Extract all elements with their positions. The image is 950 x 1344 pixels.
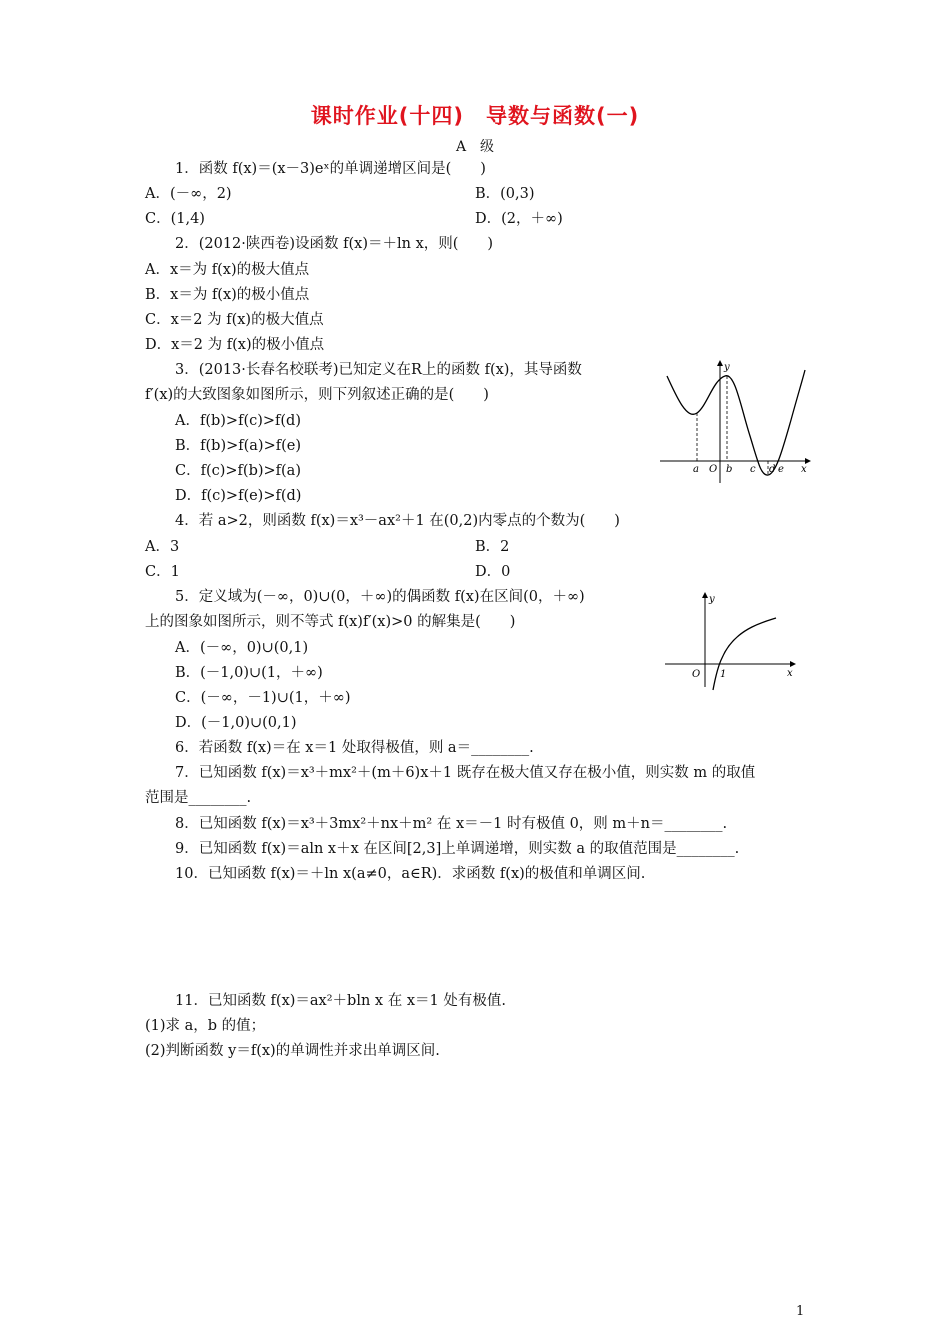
q10-stem: 10．已知函数 f(x)＝＋ln x(a≠0，a∈R)．求函数 f(x)的极值和单调区间. <box>175 866 646 882</box>
q3-stem-line1: 3．(2013·长春名校联考)已知定义在R上的函数 f(x)，其导函数 <box>175 362 582 378</box>
q3-option-c: C．f(c)>f(b)>f(a) <box>175 463 301 479</box>
q5-stem-line2: 上的图象如图所示，则不等式 f(x)f′(x)>0 的解集是( ) <box>145 614 516 630</box>
q5-y-arrow <box>702 592 708 598</box>
q5-label-y: y <box>709 594 715 605</box>
q11-part1: (1)求 a，b 的值； <box>145 1018 266 1034</box>
q7-stem-line2: 范围是________. <box>145 790 252 806</box>
q3-label-d: d <box>769 464 776 475</box>
q5-x-arrow <box>790 661 796 667</box>
q2-stem: 2．(2012·陕西卷)设函数 f(x)＝＋ln x，则( ) <box>175 236 494 252</box>
q3-option-d: D．f(c)>f(e)>f(d) <box>175 488 302 504</box>
q5-label-o: O <box>692 669 701 680</box>
q3-stem-line2: f′(x)的大致图象如图所示，则下列叙述正确的是( ) <box>145 387 489 403</box>
q3-label-a: a <box>693 464 699 475</box>
q8-stem: 8．已知函数 f(x)＝x³＋3mx²＋nx＋m² 在 x＝－1 时有极值 0，则 m＋n＝________. <box>175 816 728 832</box>
q5-option-a: A．(－∞，0)∪(0,1) <box>175 640 309 656</box>
q3-label-x: x <box>801 464 807 475</box>
q1-option-d: D．(2，＋∞) <box>475 211 563 227</box>
q4-option-b: B．2 <box>475 539 510 555</box>
q2-option-b: B．x＝为 f(x)的极小值点 <box>145 287 310 303</box>
q3-y-arrow <box>717 360 723 366</box>
q3-curve <box>667 370 805 475</box>
q5-label-one: 1 <box>720 669 727 680</box>
q3-option-a: A．f(b)>f(c)>f(d) <box>175 413 301 429</box>
q3-label-o: O <box>709 464 718 475</box>
q9-stem: 9．已知函数 f(x)＝aln x＋x 在区间[2,3]上单调递增，则实数 a 的取值范围是________. <box>175 841 740 857</box>
q3-label-b: b <box>726 464 733 475</box>
q1-option-c: C．(1,4) <box>145 211 205 227</box>
page-title: 课时作业(十四) 导数与函数(一) <box>310 104 640 128</box>
q3-label-c: c <box>750 464 756 475</box>
q5-option-c: C．(－∞，－1)∪(1，＋∞) <box>175 690 351 706</box>
q7-stem-line1: 7．已知函数 f(x)＝x³＋mx²＋(m＋6)x＋1 既存在极大值又存在极小值，则实数 m 的取值 <box>175 765 756 781</box>
q11-part2: (2)判断函数 y＝f(x)的单调性并求出单调区间. <box>145 1043 440 1059</box>
q2-option-c: C．x＝2 为 f(x)的极大值点 <box>145 312 324 328</box>
q3-option-b: B．f(b)>f(a)>f(e) <box>175 438 302 454</box>
q6-stem: 6．若函数 f(x)＝在 x＝1 处取得极值，则 a＝________. <box>175 740 534 756</box>
level-heading: A 级 <box>455 139 495 155</box>
q2-option-d: D．x＝2 为 f(x)的极小值点 <box>145 337 325 353</box>
q5-label-x: x <box>787 668 793 679</box>
q5-function-graph <box>660 592 800 692</box>
q5-option-b: B．(－1,0)∪(1，＋∞) <box>175 665 323 681</box>
page-number: 1 <box>796 1304 805 1319</box>
q5-stem-line1: 5．定义域为(－∞，0)∪(0，＋∞)的偶函数 f(x)在区间(0，＋∞) <box>175 589 585 605</box>
q3-label-y: y <box>724 362 730 373</box>
q4-stem: 4．若 a>2，则函数 f(x)＝x³－ax²＋1 在(0,2)内零点的个数为( ) <box>175 513 620 529</box>
q11-stem: 11．已知函数 f(x)＝ax²＋bln x 在 x＝1 处有极值. <box>175 993 506 1009</box>
q1-stem: 1．函数 f(x)＝(x－3)eˣ的单调递增区间是( ) <box>175 161 486 177</box>
q5-option-d: D．(－1,0)∪(0,1) <box>175 715 297 731</box>
q4-option-c: C．1 <box>145 564 180 580</box>
q3-label-e: e <box>778 464 784 475</box>
q4-option-a: A．3 <box>145 539 180 555</box>
q1-option-a: A．(－∞，2) <box>145 186 232 202</box>
q2-option-a: A．x＝为 f(x)的极大值点 <box>145 262 310 278</box>
q1-option-b: B．(0,3) <box>475 186 535 202</box>
q3-derivative-graph <box>655 358 815 488</box>
q4-option-d: D．0 <box>475 564 511 580</box>
